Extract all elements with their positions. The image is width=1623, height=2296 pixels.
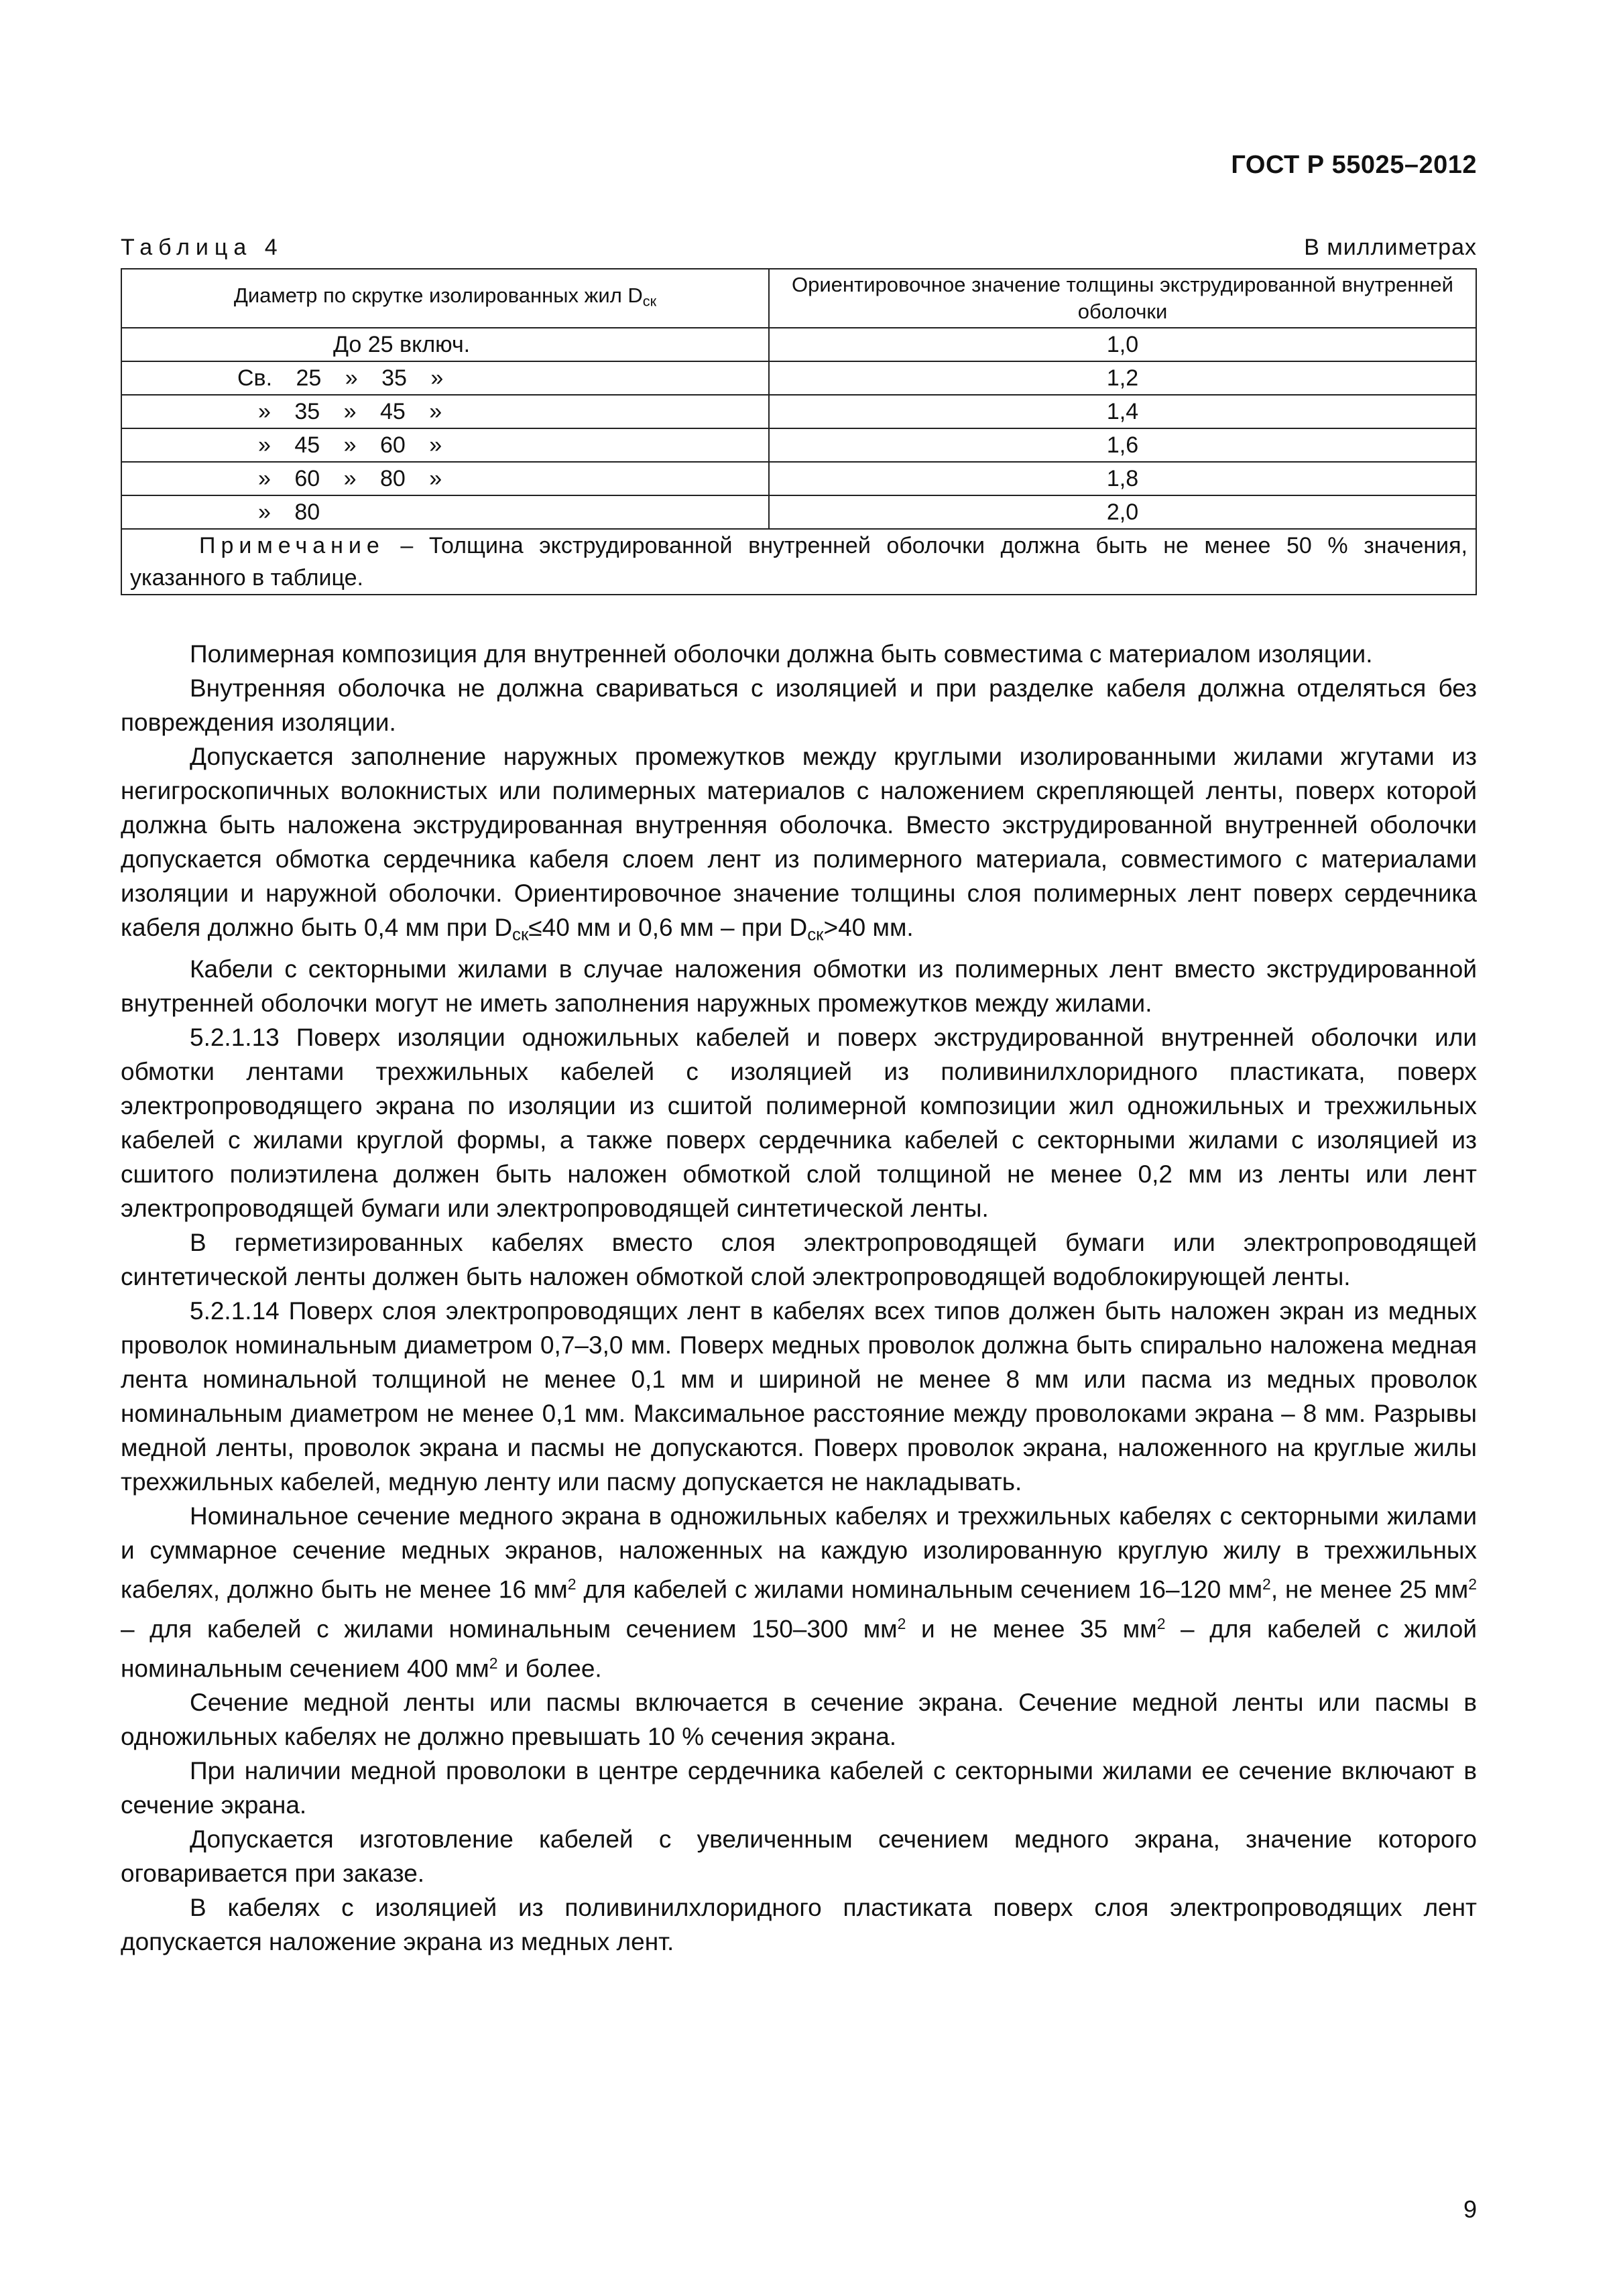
paragraph: 5.2.1.14 Поверх слоя электропроводящих лент в кабелях всех типов должен быть наложен экран из медных проволок номинальным диаметром 0,7–3,0 мм. Поверх медных проволок должна быть спирально наложена медная лента номинальной толщиной не менее 0,1 мм и шириной не менее 8 мм или пасма из медных проволок номинальным диаметром не менее 0,1 мм. Максимальное расстояние между проволоками экрана – 8 мм. Разрывы медной ленты, проволок экрана и пасмы не допускаются. Поверх проволок экрана, наложенного на круглые жилы трехжильных кабелей, медную ленту или пасму допускается не накладывать.	[121, 1297, 1477, 1496]
paragraph: Допускается заполнение наружных промежутков между круглыми изолированными жилами жгутами из негигроскопичных волокнистых или полимерных материалов с наложением скрепляющей ленты, поверх которой должна быть наложена экструдированная внутренняя оболочка. Вместо экструдированной внутренней оболочки допускается обмотка сердечника кабеля слоем лент из полимерного материала, совместимого с материалами изоляции и наружной оболочки. Ориентировочное значение толщины слоя полимерных лент поверх сердечника кабеля должно быть 0,4 мм при $D_{ск}\le 40$ мм и 0,6 мм – при $D_{ск}>40$ мм.	[121, 743, 1477, 945]
column-header-diameter: Диаметр по скрутке изолированных жил $D_{ск}$	[121, 269, 769, 328]
diameter-cell: » 60 » 80 »	[121, 462, 769, 495]
paragraph: Внутренняя оболочка не должна свариваться с изоляцией и при разделке кабеля должна отделяться без повреждения изоляции.	[121, 674, 1477, 736]
paragraph: Кабели с секторными жилами в случае наложения обмотки из полимерных лент вместо экструдированной внутренней оболочки могут не иметь заполнения наружных промежутков между жилами.	[121, 955, 1477, 1018]
diameter-cell: » 45 » 60 »	[121, 428, 769, 462]
table-row	[121, 328, 1476, 361]
paragraph: В кабелях с изоляцией из поливинилхлоридного пластиката поверх слоя электропроводящих лент допускается наложение экрана из медных лент.	[121, 1894, 1477, 1956]
paragraph: Номинальное сечение медного экрана в одножильных кабелях и трехжильных кабелях с секторными жилами и суммарное сечение медных экранов, наложенных на каждую изолированную круглую жилу в трехжильных кабелях, должно быть не менее 16 $мм^2$ для кабелей с жилами номинальным сечением 16–120 $мм^2$, не менее 25 $мм^2$ – для кабелей с жилами номинальным сечением 150–300 $мм^2$ и не менее 35 $мм^2$ – для кабелей с жилой номинальным сечением 400 $мм^2$ и более.	[121, 1502, 1477, 1683]
column-header-thickness: Ориентировочное значение толщины экструдированной внутренней оболочки	[769, 269, 1476, 328]
table-row	[121, 395, 1476, 428]
thickness-cell: 2,0	[769, 495, 1476, 529]
paragraph: В герметизированных кабелях вместо слоя электропроводящей бумаги или электропроводящей синтетической ленты должен быть наложен обмоткой слой электропроводящей водоблокирующей ленты.	[121, 1229, 1477, 1291]
paragraph: Допускается изготовление кабелей с увеличенным сечением медного экрана, значение которого оговаривается при заказе.	[121, 1825, 1477, 1888]
thickness-cell: 1,4	[769, 395, 1476, 428]
table-header-row	[121, 269, 1476, 328]
thickness-cell: 1,2	[769, 361, 1476, 395]
diameter-cell: » 80	[121, 495, 769, 529]
paragraph: Полимерная композиция для внутренней оболочки должна быть совместима с материалом изоляции.	[190, 640, 1373, 668]
thickness-cell: 1,0	[769, 328, 1476, 361]
standard-designation: ГОСТ Р 55025–2012	[1231, 151, 1477, 179]
thickness-cell: 1,8	[769, 462, 1476, 495]
thickness-table	[121, 268, 1477, 595]
thickness-cell: 1,6	[769, 428, 1476, 462]
table-row	[121, 462, 1476, 495]
table-caption: Таблица 4	[121, 235, 284, 260]
table-row	[121, 495, 1476, 529]
paragraph: При наличии медной проволоки в центре сердечника кабелей с секторными жилами ее сечение включают в сечение экрана.	[121, 1757, 1477, 1819]
diameter-cell: » 35 » 45 »	[121, 395, 769, 428]
body-text	[121, 637, 1477, 1959]
table-note: Примечание – Толщина экструдированной внутренней оболочки должна быть не менее 50 % значения, указанного в таблице.	[121, 529, 1476, 595]
table-row	[121, 428, 1476, 462]
diameter-cell: Св. 25 » 35 »	[121, 361, 769, 395]
paragraph: Сечение медной ленты или пасмы включается в сечение экрана. Сечение медной ленты или пасмы в одножильных кабелях не должно превышать 10 % сечения экрана.	[121, 1689, 1477, 1751]
page-number: 9	[1463, 2195, 1477, 2223]
table-note-row	[121, 529, 1476, 595]
table-units: В миллиметрах	[1304, 235, 1477, 260]
table-row	[121, 361, 1476, 395]
paragraph: 5.2.1.13 Поверх изоляции одножильных кабелей и поверх экструдированной внутренней оболочки или обмотки лентами трехжильных кабелей с изоляцией из поливинилхлоридного пластиката, поверх электропроводящего экрана по изоляции из сшитой полимерной композиции жил одножильных и трехжильных кабелей с жилами круглой формы, а также поверх сердечника кабелей с секторными жилами с изоляцией из сшитого полиэтилена должен быть наложен обмоткой слой толщиной не менее 0,2 мм из ленты или лент электропроводящей бумаги или электропроводящей синтетической ленты.	[121, 1024, 1477, 1223]
diameter-cell: До 25 включ.	[121, 328, 769, 361]
